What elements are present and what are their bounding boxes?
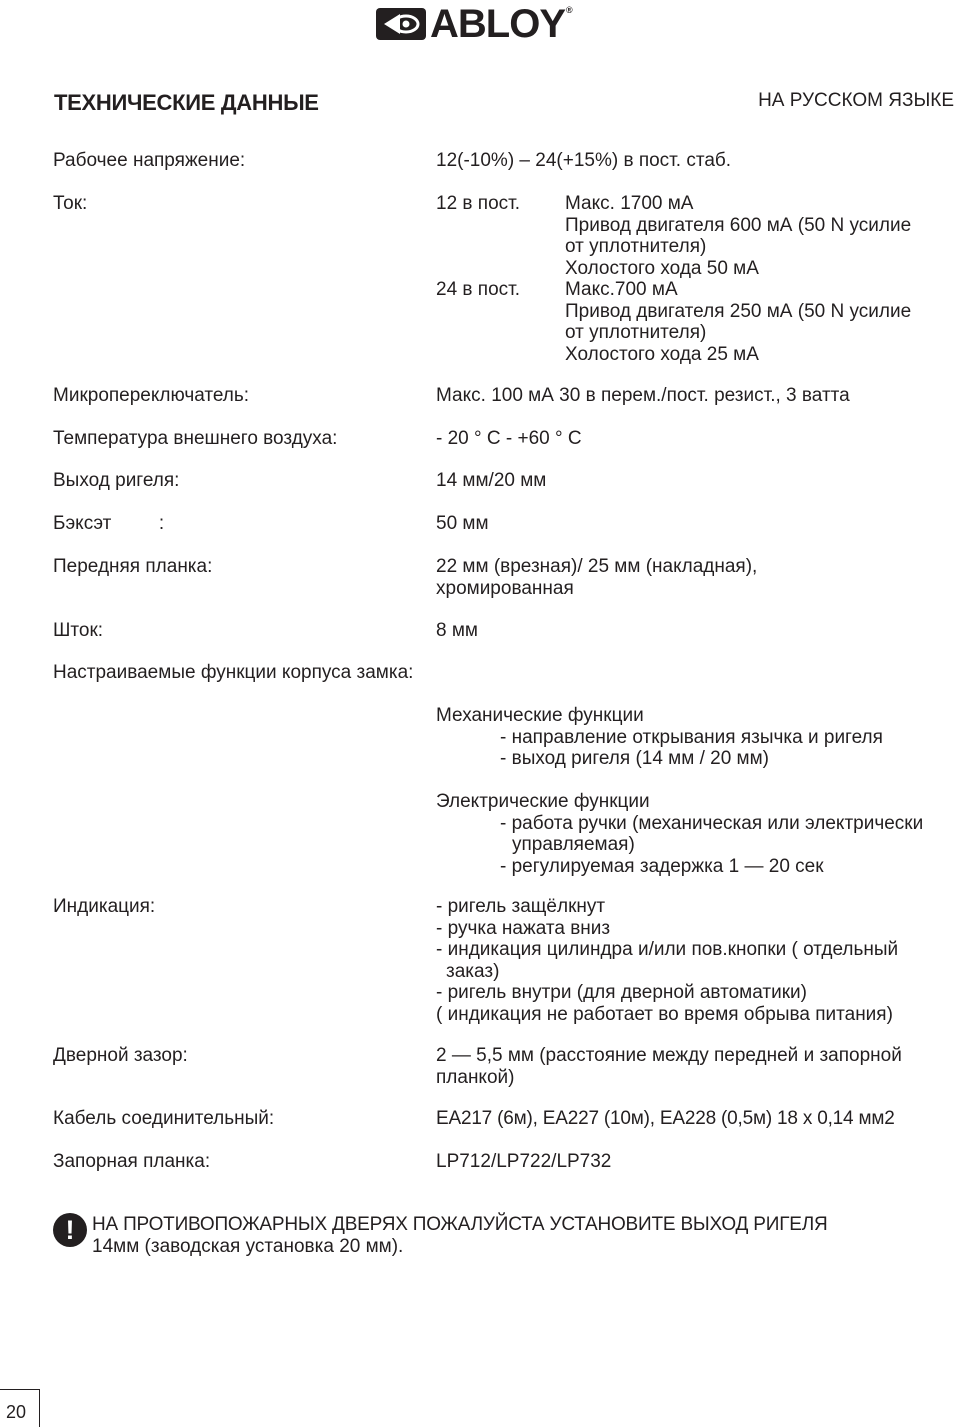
microswitch-value: Макс. 100 мА 30 в перем./пост. резист., 3 ватта [436,385,850,406]
voltage-label: Рабочее напряжение: [53,150,246,171]
current-12-line: Привод двигателя 600 мА (50 N усилие [565,214,912,236]
warning-line: 14мм (заводская установка 20 мм). [92,1235,404,1257]
page-title: ТЕХНИЧЕСКИЕ ДАННЫЕ [54,90,319,115]
abloy-logo-icon [376,6,426,42]
current-mode-12: 12 в пост. [436,193,521,214]
strike-value: LP712/LP722/LP732 [436,1151,612,1172]
bolt-throw-label: Выход ригеля: [53,470,180,491]
bolt-throw-value: 14 мм/20 мм [436,470,547,491]
faceplate-label: Передняя планка: [53,556,213,577]
temperature-label: Температура внешнего воздуха: [53,428,338,449]
abloy-logo [376,4,572,44]
indication-line: заказ) [446,960,500,982]
current-24-line: от уплотнителя) [565,322,707,343]
indication-line: - индикация цилиндра и/или пов.кнопки ( отдельный [436,939,899,960]
indication-line: - ригель внутри (для дверной автоматики) [436,982,807,1003]
door-gap-line: 2 — 5,5 мм (расстояние между передней и запорной [436,1045,902,1066]
indication-line: - ригель защёлкнут [436,896,606,917]
current-label: Ток: [53,193,88,214]
electrical-function-item: - работа ручки (механическая или электрически [500,812,924,834]
current-mode-24: 24 в пост. [436,279,521,300]
mechanical-functions-title: Механические функции [436,705,644,726]
current-24-line: Привод двигателя 250 мА (50 N усилие [565,300,912,322]
functions-label: Настраиваемые функции корпуса замка: [53,662,414,683]
cable-value: EA217 (6м), EA227 (10м), EA228 (0,5м) 18 x 0,14 мм2 [436,1108,895,1129]
door-gap-line: планкой) [436,1066,515,1088]
indication-line: - ручка нажата вниз [436,917,611,939]
logo-wordmark: ABLOY® [430,2,572,46]
page-number: 20 [6,1402,27,1422]
indication-line: ( индикация не работает во время обрыва питания) [436,1003,893,1025]
mechanical-function-item: - выход ригеля (14 мм / 20 мм) [500,748,770,769]
current-12-line: Холостого хода 50 мА [565,257,759,279]
temperature-value: - 20 ° C - +60 ° C [436,428,582,449]
warning-line: НА ПРОТИВОПОЖАРНЫХ ДВЕРЯХ ПОЖАЛУЙСТА УСТАНОВИТЕ ВЫХОД РИГЕЛЯ [92,1214,828,1235]
faceplate-line: хромированная [436,577,574,599]
electrical-functions-title: Электрические функции [436,791,650,812]
language-label: НА РУССКОМ ЯЗЫКЕ [758,90,954,111]
faceplate-line: 22 мм (врезная)/ 25 мм (накладная), [436,556,758,577]
backset-value: 50 мм [436,513,489,534]
cable-label: Кабель соединительный: [53,1108,275,1129]
spindle-label: Шток: [53,620,104,641]
current-24-line: Макс.700 мА [565,279,678,300]
backset-label: Бэксэт : [53,513,165,534]
door-gap-label: Дверной зазор: [53,1045,188,1066]
mechanical-function-item: - направление открывания язычка и ригеля [500,726,883,748]
electrical-function-item: - регулируемая задержка 1 — 20 сек [500,855,824,877]
warning-icon: ! [53,1213,87,1247]
indication-label: Индикация: [53,896,156,917]
microswitch-label: Микропереключатель: [53,385,250,406]
voltage-value: 12(-10%) – 24(+15%) в пост. стаб. [436,150,732,171]
current-12-line: от уплотнителя) [565,236,707,257]
current-24-line: Холостого хода 25 мА [565,343,759,365]
spindle-value: 8 мм [436,620,478,641]
strike-label: Запорная планка: [53,1151,211,1172]
current-12-line: Макс. 1700 мА [565,193,694,214]
electrical-function-item: управляемая) [512,834,635,855]
